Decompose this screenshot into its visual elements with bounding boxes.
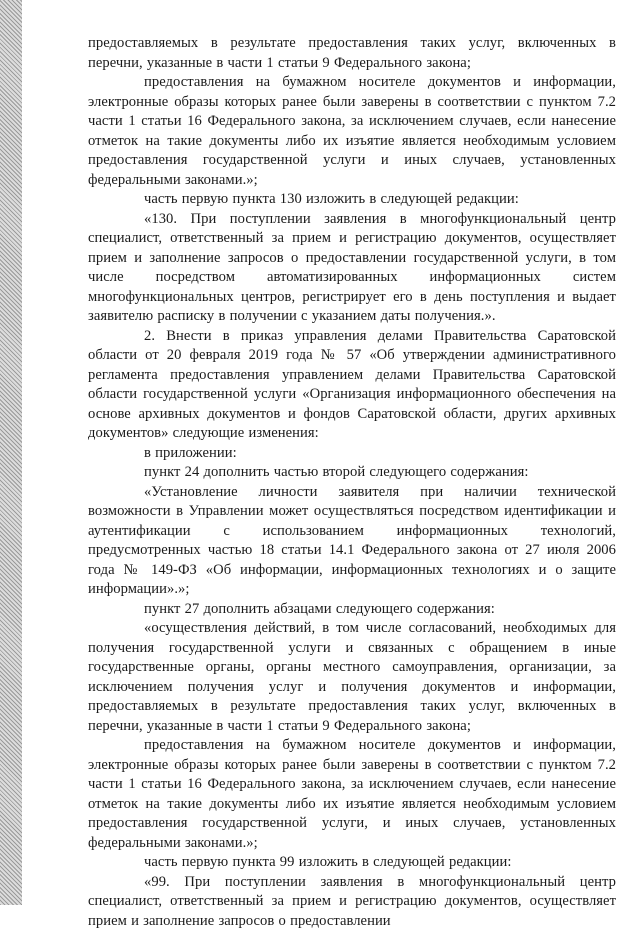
paragraph-item-130: «130. При поступлении заявления в многофункциональный центр специалист, ответственный за прием и регистрацию документов, осуществляет прием и заполнение запросов о предоставлении государственной услуги, в том числе посредством автоматизированных информационных систем многофункциональных центров, регистрирует его в день поступления и выдает заявителю расписку в получении с указанием даты получения.». [88,210,616,327]
paragraph-continuation: предоставляемых в результате предоставления таких услуг, включенных в перечни, указанные в части 1 статьи 9 Федерального закона; [88,34,616,73]
paragraph-amend-27: пункт 27 дополнить абзацами следующего содержания: [88,600,616,620]
paragraph-in-appendix: в приложении: [88,444,616,464]
paragraph-amend-24: пункт 24 дополнить частью второй следующего содержания: [88,463,616,483]
paragraph-item-99: «99. При поступлении заявления в многофункциональный центр специалист, ответственный за прием и регистрацию документов, осуществляет прием и заполнение запросов о предоставлении [88,873,616,931]
paragraph-amend-99: часть первую пункта 99 изложить в следующей редакции: [88,853,616,873]
paragraph-actions: «осуществления действий, в том числе согласований, необходимых для получения государственной услуги и связанных с обращением в иные государственные органы, органы местного самоуправления, организации, за исключением получения услуг и получения документов и информации, предоставляемых в результате предоставления таких услуг, включенных в перечни, указанные в части 1 статьи 9 Федерального закона; [88,619,616,736]
paragraph-amend-130: часть первую пункта 130 изложить в следующей редакции: [88,190,616,210]
paragraph-paper-documents-2: предоставления на бумажном носителе документов и информации, электронные образы которых ранее были заверены в соответствии с пунктом 7.2 части 1 статьи 16 Федерального закона, за исключением случаев, если нанесение отметок на такие документы либо их изъятие является необходимым условием предоставления государственной услуги, и иных случаев, установленных федеральными законами.»; [88,736,616,853]
document-page [88,34,616,931]
paragraph-identity-verification: «Установление личности заявителя при наличии технической возможности в Управлении может осуществляться посредством идентификации и аутентификации с использованием информационных технологий, предусмотренных частью 18 статьи 14.1 Федерального закона от 27 июля 2006 года № 149-ФЗ «Об информации, информационных технологиях и о защите информации».»; [88,483,616,600]
paragraph-paper-documents: предоставления на бумажном носителе документов и информации, электронные образы которых ранее были заверены в соответствии с пунктом 7.2 части 1 статьи 16 Федерального закона, за исключением случаев, если нанесение отметок на такие документы либо их изъятие является необходимым условием предоставления государственной услуги и иных случаев, установленных федеральными законами.»; [88,73,616,190]
scan-edge-strip [0,0,22,905]
paragraph-section-2: 2. Внести в приказ управления делами Правительства Саратовской области от 20 февраля 2019 года № 57 «Об утверждении административного регламента предоставления управлением делами Правительства Саратовской области государственной услуги «Организация информационного обеспечения на основе архивных документов и фондов Саратовской области, других архивных документов» следующие изменения: [88,327,616,444]
